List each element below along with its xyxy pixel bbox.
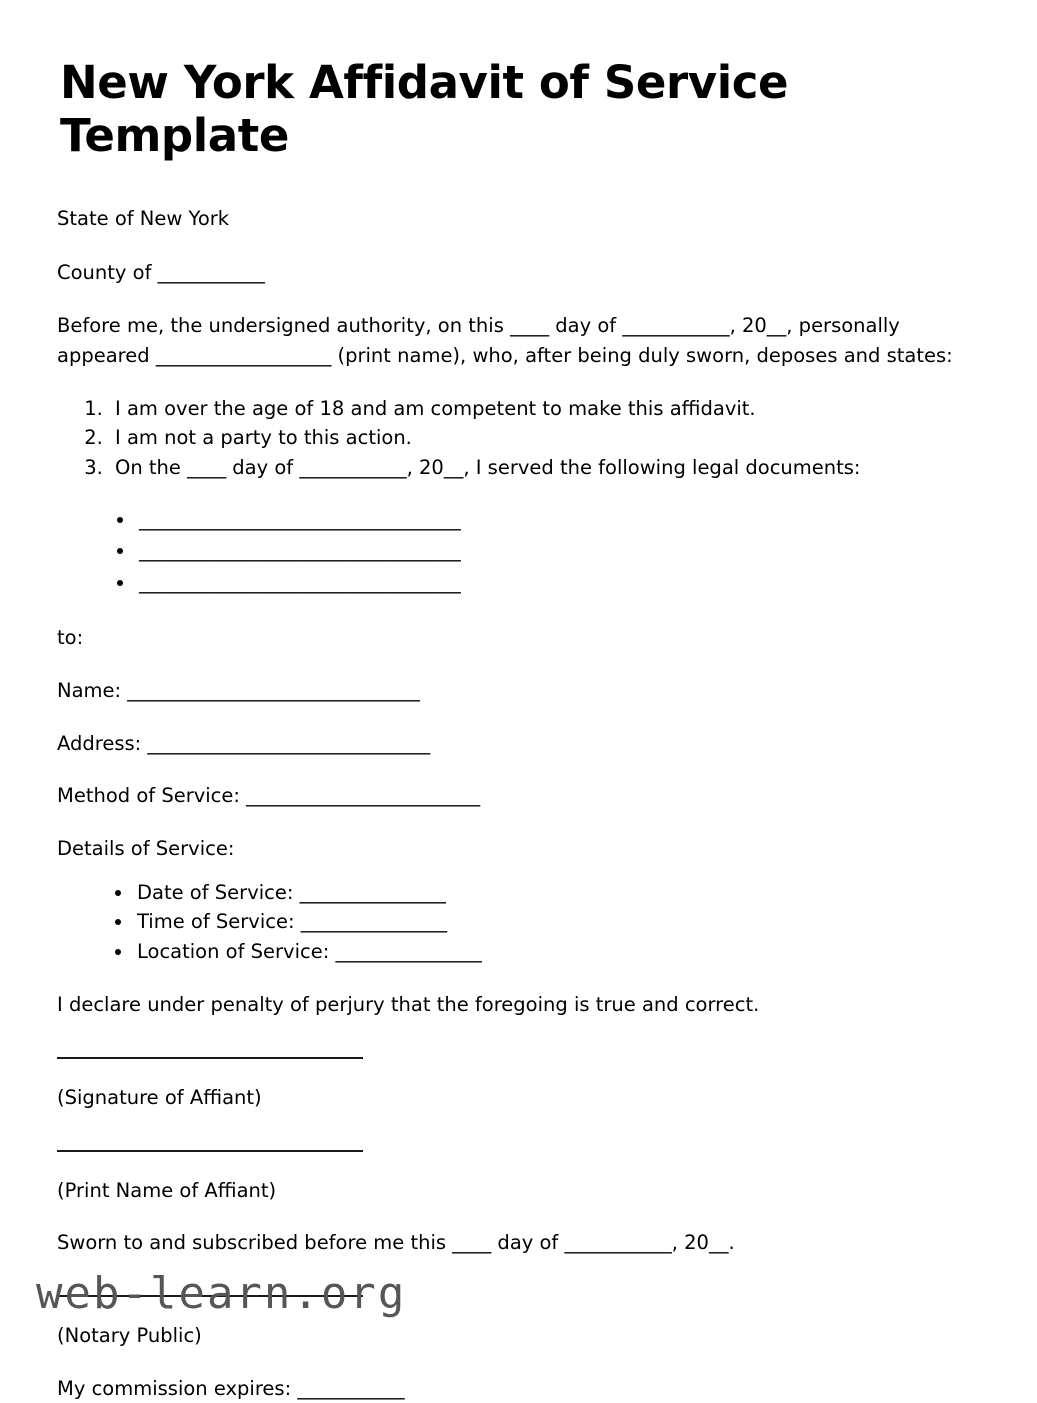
list-item: 2. I am not a party to this action. <box>109 423 977 453</box>
spacer <box>57 706 977 729</box>
recipient-address-field: Address: _____________________________ <box>57 731 431 755</box>
details-of-service-label: Details of Service: <box>57 836 235 860</box>
notary-caption: (Notary Public) <box>57 1323 202 1347</box>
commission-expires-line: My commission expires: ___________ <box>57 1376 405 1400</box>
county-line: County of ___________ <box>57 260 265 284</box>
spacer <box>57 483 977 505</box>
watermark: web-learn.org <box>36 1268 407 1319</box>
spacer <box>57 653 977 676</box>
spacer <box>57 1059 977 1083</box>
details-of-service-list <box>57 878 977 967</box>
list-item: _________________________________ <box>117 505 977 535</box>
print-name-caption: (Print Name of Affiant) <box>57 1178 277 1202</box>
declaration-paragraph: I declare under penalty of perjury that the foregoing is true and correct. <box>57 993 760 1017</box>
spacer <box>57 371 977 394</box>
list-item: 1. I am over the age of 18 and am competent to make this affidavit. <box>109 394 977 424</box>
signature-caption: (Signature of Affiant) <box>57 1086 262 1110</box>
spacer <box>57 1205 977 1228</box>
spacer <box>57 758 977 781</box>
claims-list <box>57 394 977 483</box>
served-to-label: to: <box>57 626 84 650</box>
spacer <box>57 234 977 258</box>
spacer <box>57 864 977 878</box>
method-of-service-field: Method of Service: ________________________ <box>57 784 481 808</box>
spacer <box>57 1351 977 1374</box>
served-documents-blank-list <box>57 505 977 598</box>
page-title: New York Affidavit of Service Template <box>60 56 789 163</box>
spacer <box>57 1113 977 1150</box>
list-item: _________________________________ <box>117 568 977 598</box>
preamble-paragraph: Before me, the undersigned authority, on this ____ day of ___________, 20__, personally appeared __________________ (print name), who, after being duly sworn, deposes and states: <box>57 314 953 368</box>
spacer <box>57 1152 977 1176</box>
spacer <box>57 966 977 990</box>
spacer <box>57 599 977 623</box>
list-item: 3. On the ____ day of ___________, 20__, I served the following legal documents: <box>109 453 977 483</box>
recipient-name-field: Name: ______________________________ <box>57 679 420 703</box>
spacer <box>57 162 977 204</box>
spacer <box>57 287 977 311</box>
spacer <box>57 811 977 834</box>
sworn-statement-line: Sworn to and subscribed before me this ____ day of ___________, 20__. <box>57 1231 735 1255</box>
list-item: _________________________________ <box>117 536 977 566</box>
list-item: Location of Service: _______________ <box>115 937 977 967</box>
list-item: Date of Service: _______________ <box>115 878 977 908</box>
list-item: Time of Service: _______________ <box>115 907 977 937</box>
state-line: State of New York <box>57 207 230 231</box>
spacer <box>57 1020 977 1057</box>
